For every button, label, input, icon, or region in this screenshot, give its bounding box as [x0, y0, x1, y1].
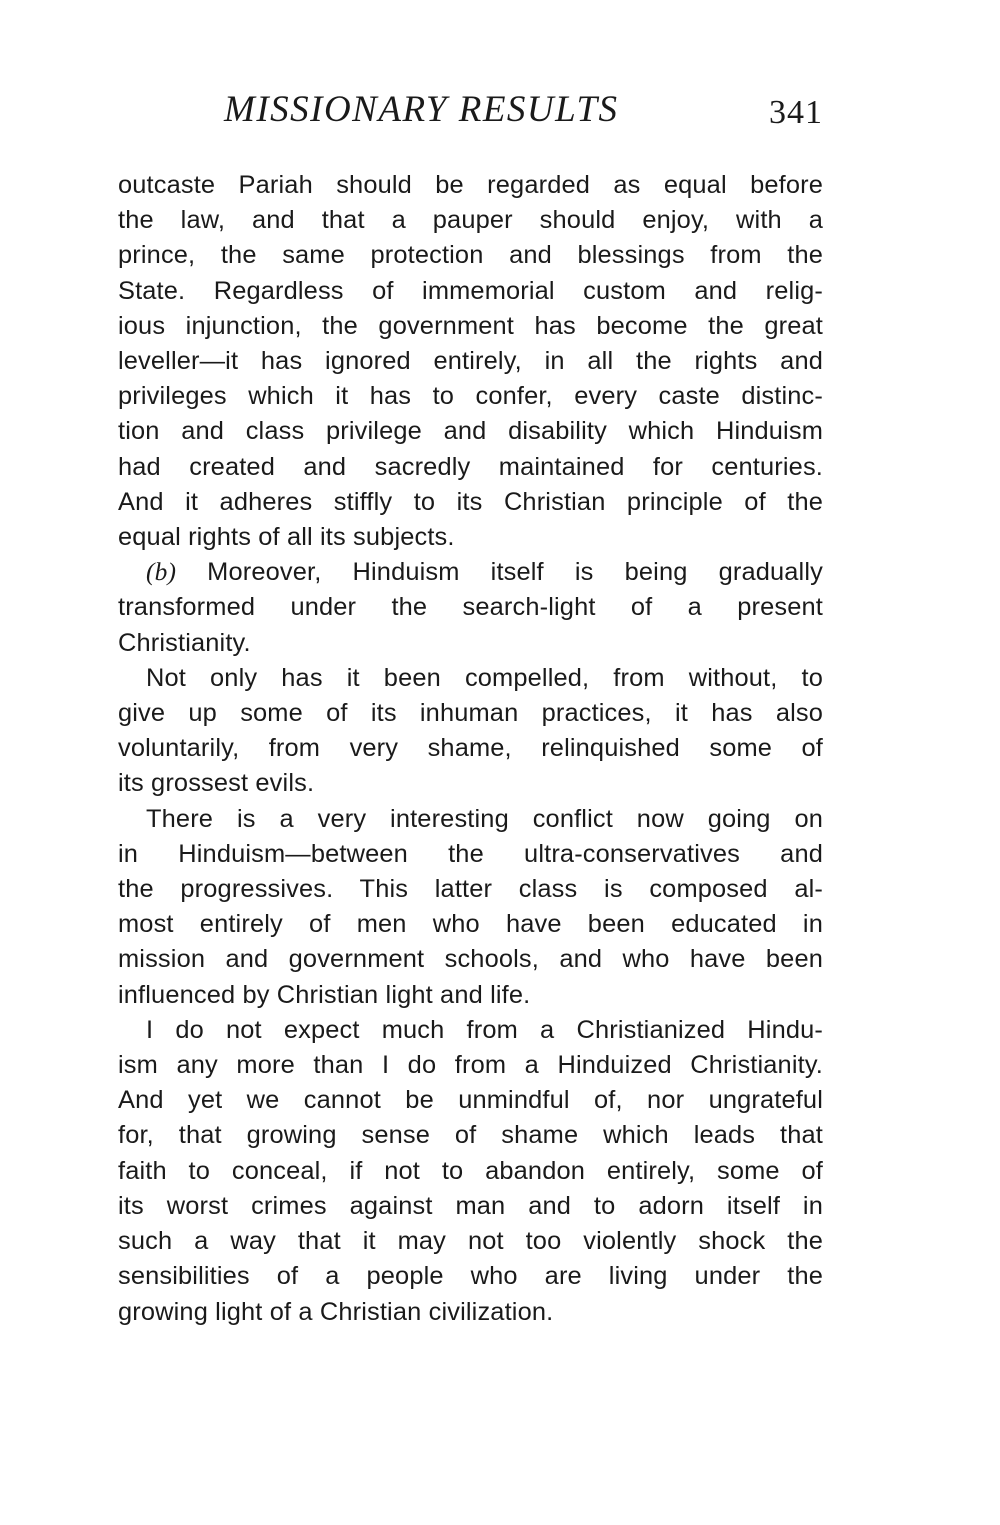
text-line: Not only has it been compelled, from without, to	[146, 663, 823, 692]
text-line: give up some of its inhuman practices, it has also	[118, 699, 823, 728]
text-line: for, that growing sense of shame which leads that	[118, 1121, 823, 1150]
page-header	[118, 88, 823, 138]
text-line: There is a very interesting conflict now going on	[146, 804, 823, 833]
text-line: in Hinduism—between the ultra-conservatives and	[118, 839, 823, 868]
text-line: mission and government schools, and who have been	[118, 945, 823, 974]
text-line-labeled	[118, 555, 823, 590]
text-line: such a way that it may not too violently shock the	[118, 1227, 823, 1256]
text-line: tion and class privilege and disability which Hinduism	[118, 417, 823, 446]
text-line: And yet we cannot be unmindful of, nor ungrateful	[118, 1086, 823, 1115]
text-line: And it adheres stiffly to its Christian principle of the	[118, 487, 823, 516]
text-line: outcaste Pariah should be regarded as equal before	[118, 171, 823, 199]
text-line: had created and sacredly maintained for centuries.	[118, 452, 823, 481]
text-line: most entirely of men who have been educated in	[118, 910, 823, 939]
text-line: influenced by Christian light and life.	[118, 980, 531, 1009]
text-line: transformed under the search-light of a present	[118, 593, 823, 622]
text-line: faith to conceal, if not to abandon entirely, some of	[118, 1156, 823, 1185]
text-line: sensibilities of a people who are living under the	[118, 1262, 823, 1291]
text-line: its worst crimes against man and to adorn itself in	[118, 1191, 823, 1220]
text-line: Christianity.	[118, 628, 251, 657]
text-line: ism any more than I do from a Hinduized Christianity.	[118, 1051, 823, 1080]
page-number: 341	[769, 94, 823, 131]
text-line: voluntarily, from very shame, relinquished some of	[118, 734, 823, 763]
section-label: (b)	[146, 558, 177, 587]
text-line: leveller—it has ignored entirely, in all the rights and	[118, 347, 823, 376]
text-line: the progressives. This latter class is composed al-	[118, 875, 823, 904]
text-line: privileges which it has to confer, every caste distinc-	[118, 382, 823, 411]
body-text	[118, 168, 823, 1330]
text-line: equal rights of all its subjects.	[118, 523, 455, 552]
text-line: State. Regardless of immemorial custom and relig-	[118, 276, 823, 305]
text-line: prince, the same protection and blessings from the	[118, 241, 823, 270]
text-line: growing light of a Christian civilization.	[118, 1297, 554, 1326]
text-line: its grossest evils.	[118, 769, 315, 798]
text-line: I do not expect much from a Christianized Hindu-	[146, 1015, 823, 1044]
text-line: ious injunction, the government has become the great	[118, 311, 823, 340]
text-line: the law, and that a pauper should enjoy, with a	[118, 206, 823, 235]
text-line: Moreover, Hinduism itself is being gradually	[176, 558, 823, 587]
running-title: MISSIONARY RESULTS	[224, 89, 619, 130]
